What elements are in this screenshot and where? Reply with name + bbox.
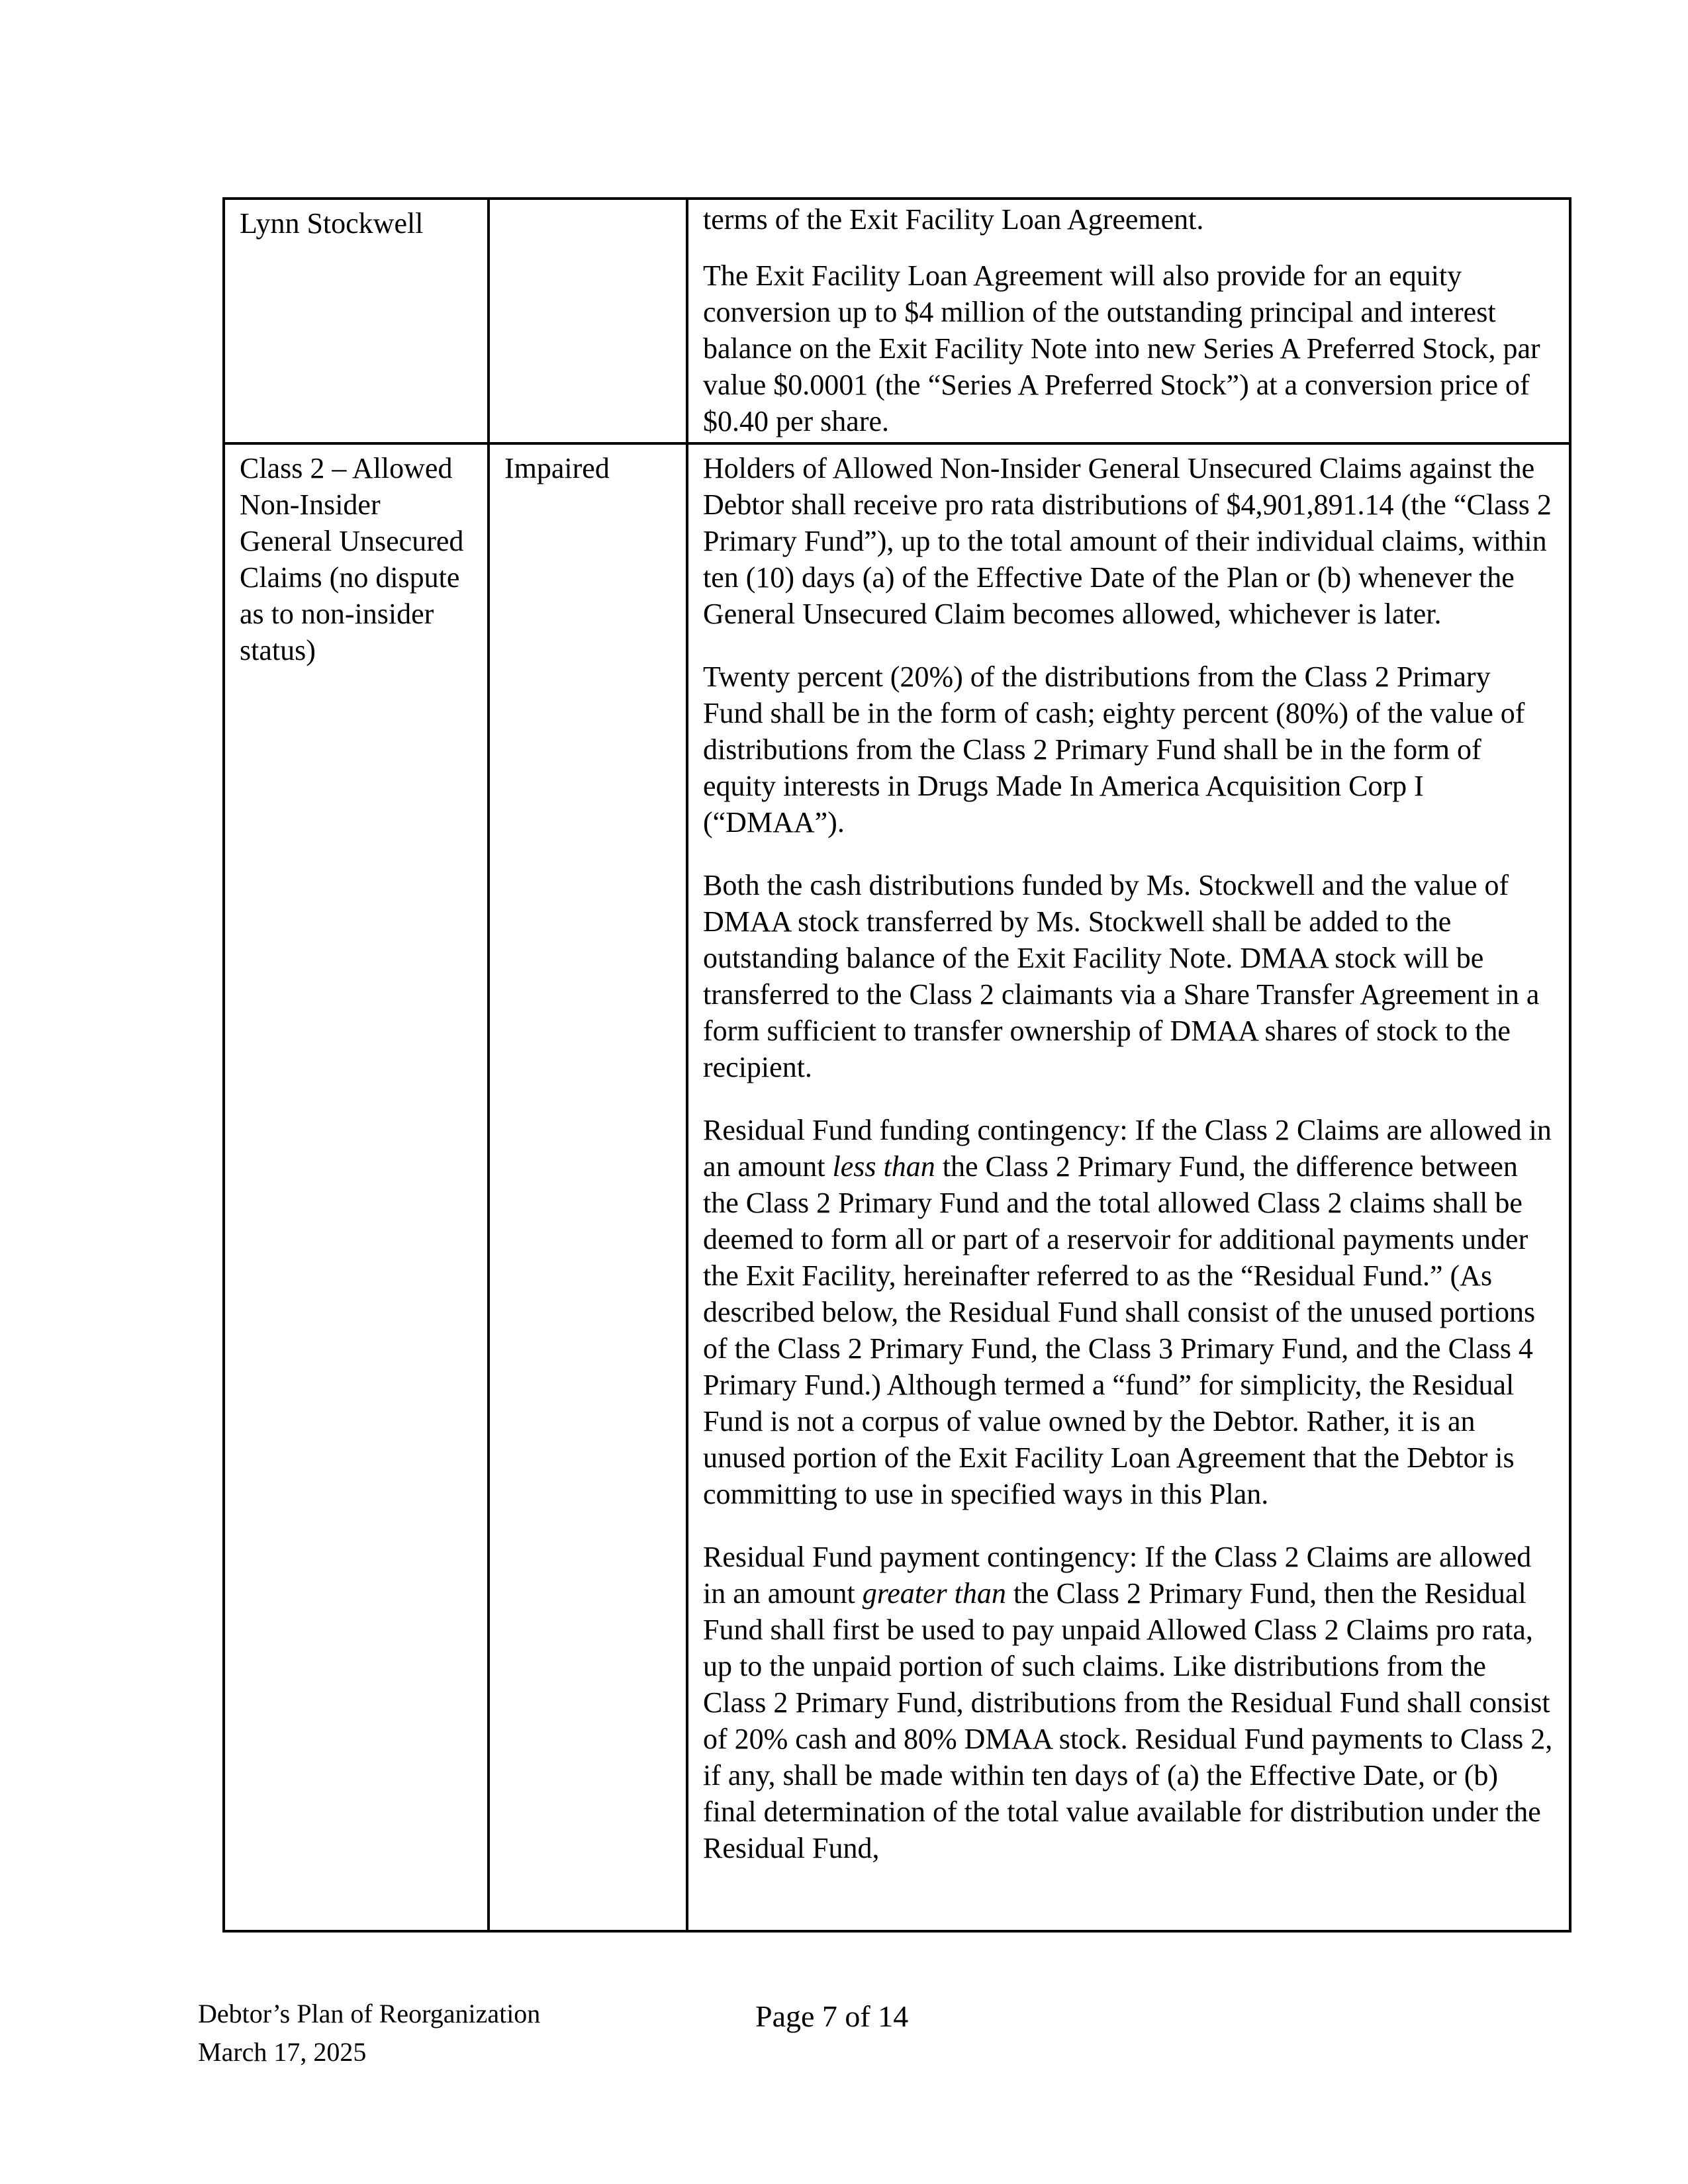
residual-funding-text: the Class 2 Primary Fund, the difference between the Class 2 Primary Fund and the total allowed Class 2 claims shall be deemed to form all or part of a reservoir for additional payments under the Exit Facility, hereinafter referred to as the “Residual Fund.” (As described below, the Residual Fund shall consist of the unused portions of the Class 2 Primary Fund, the Class 3 Primary Fund, and the Class 4 Primary Fund.) Although termed a “fund” for simplicity, the Residual Fund is not a corpus of value owned by the Debtor. Rather, it is an unused portion of the Exit Facility Loan Agreement that the Debtor is committing to use in specified ways in this Plan. [703, 1150, 1536, 1510]
residual-payment-text: Residual Fund payment contingency: If the Class 2 Claims are allowed in an amount [703, 1541, 1532, 1610]
treatment-cell [687, 199, 1570, 443]
residual-funding-paragraph [703, 1112, 1556, 1512]
treatment-paragraph: Twenty percent (20%) of the distributions from the Class 2 Primary Fund shall be in the form of cash; eighty percent (80%) of the value of distributions from the Class 2 Primary Fund shall be in the form of equity interests in Drugs Made In America Acquisition Corp I (“DMAA”). [703, 660, 1525, 839]
impairment-status: Impaired [504, 452, 610, 484]
footer-document-info [198, 1995, 540, 2071]
treatment-paragraph: The Exit Facility Loan Agreement will also provide for an equity conversion up to $4 million of the outstanding principal and interest balance on the Exit Facility Note into new Series A Preferred Stock, par value $0.0001 (the “Series A Preferred Stock”) at a conversion price of $0.40 per share. [703, 259, 1540, 437]
residual-payment-paragraph [703, 1539, 1556, 1866]
class-label: Class 2 – Allowed Non-Insider General Unsecured Claims (no dispute as to non-insider status) [240, 452, 464, 666]
class-cell [224, 199, 489, 443]
treatment-paragraph: Both the cash distributions funded by Ms. Stockwell and the value of DMAA stock transferred by Ms. Stockwell shall be added to the outstanding balance of the Exit Facility Note. DMAA stock will be transferred to the Class 2 claimants via a Share Transfer Agreement in a form sufficient to transfer ownership of DMAA shares of stock to the recipient. [703, 869, 1540, 1083]
treatment-paragraph: terms of the Exit Facility Loan Agreement. [703, 203, 1204, 236]
status-cell [489, 443, 687, 1931]
treatment-cell [687, 443, 1570, 1931]
class-label: Lynn Stockwell [240, 207, 424, 240]
residual-funding-emphasis: less than [832, 1150, 935, 1183]
residual-payment-emphasis: greater than [862, 1577, 1006, 1610]
footer-date: March 17, 2025 [198, 2037, 367, 2067]
table-row [224, 443, 1570, 1931]
residual-funding-text: Residual Fund funding contingency: If the Class 2 Claims are allowed in an amount [703, 1114, 1552, 1183]
table-row [224, 199, 1570, 443]
residual-payment-text: the Class 2 Primary Fund, then the Residual Fund shall first be used to pay unpaid Allowed Class 2 Claims pro rata, up to the unpaid portion of such claims. Like distributions from the Class 2 Primary Fund, distributions from the Residual Fund shall consist of 20% cash and 80% DMAA stock. Residual Fund payments to Class 2, if any, shall be made within ten days of (a) the Effective Date, or (b) final determination of the total value available for distribution under the Residual Fund, [703, 1577, 1553, 1864]
status-cell [489, 199, 687, 443]
class-cell [224, 443, 489, 1931]
page-number: Page 7 of 14 [755, 1999, 909, 2033]
treatment-paragraph: Holders of Allowed Non-Insider General Unsecured Claims against the Debtor shall receive pro rata distributions of $4,901,891.14 (the “Class 2 Primary Fund”), up to the total amount of their individual claims, within ten (10) days (a) of the Effective Date of the Plan or (b) whenever the General Unsecured Claim becomes allowed, whichever is later. [703, 452, 1552, 630]
classification-table [222, 197, 1571, 1933]
footer-title: Debtor’s Plan of Reorganization [198, 1999, 541, 2028]
